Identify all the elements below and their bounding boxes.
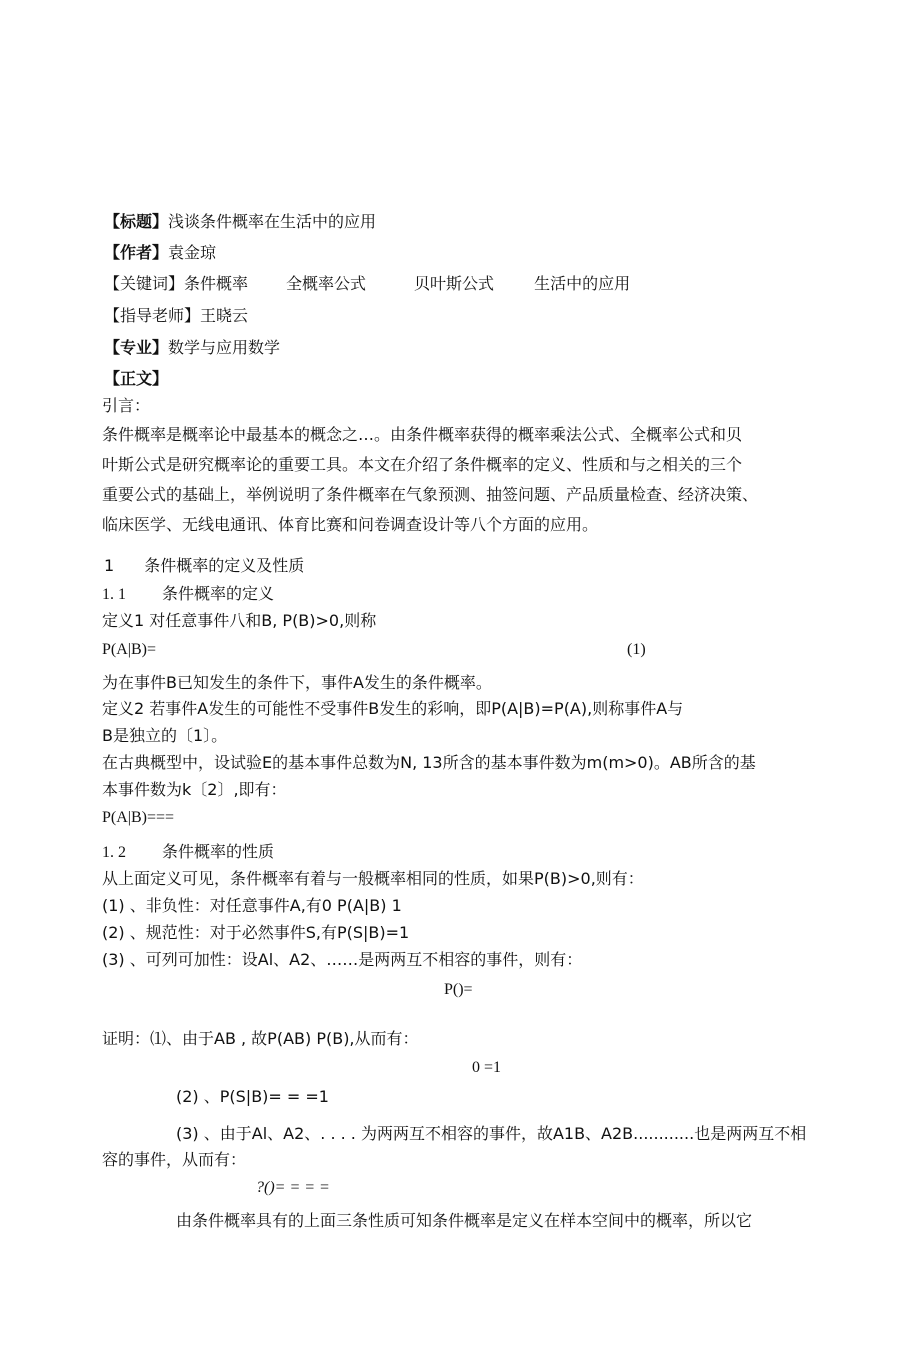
formula-1-tag: (1) — [627, 641, 646, 658]
major-label: 【专业】 — [104, 338, 169, 357]
definition-2-line: 定义2 若事件A发生的可能性不受事件B发生的彩响，即P(A|B)=P(A),则称事件A与 — [102, 699, 684, 718]
subsection-title: 条件概率的性质 — [162, 842, 275, 861]
advisor-name: 王晓云 — [200, 306, 249, 325]
title-label: 【标题】 — [104, 212, 169, 231]
proof-line: (3) 、由于Al、A2、. . . . 为两两互不相容的事件，故A1B、A2B............也是两两互不相 — [176, 1124, 807, 1143]
definition-1: 定义1 对任意事件八和B, P(B)>0,则称 — [102, 611, 377, 630]
paragraph-line: 重要公式的基础上，举例说明了条件概率在气象预测、抽签问题、产品质量检查、经济决策、 — [102, 485, 759, 504]
section-number: 1 — [104, 556, 115, 575]
keywords-label: 【关键词】 — [104, 274, 185, 293]
subsection-title: 条件概率的定义 — [162, 584, 275, 603]
intro-paragraph — [102, 420, 792, 540]
subsection-number: 1. 2 — [102, 844, 126, 861]
proof-line: 证明：⑴、由于AB , 故P(AB) P(B),从而有： — [102, 1029, 419, 1048]
classic-model-line: 本事件数为k〔2〕,即有： — [102, 780, 287, 799]
keyword: 生活中的应用 — [534, 274, 631, 293]
paragraph-line: 条件概率是概率论中最基本的概念之…。由条件概率获得的概率乘法公式、全概率公式和贝 — [102, 425, 743, 444]
document-title: 浅谈条件概率在生活中的应用 — [168, 212, 377, 231]
advisor-row — [104, 306, 248, 326]
advisor-label: 【指导老师】 — [104, 306, 201, 325]
conclusion-line: 由条件概率具有的上面三条性质可知条件概率是定义在样本空间中的概率，所以它 — [176, 1211, 753, 1230]
intro-heading: 引言： — [102, 396, 151, 415]
body-label: 【正文】 — [104, 369, 169, 388]
section-title: 条件概率的定义及性质 — [144, 556, 305, 575]
title-row — [104, 212, 376, 232]
paragraph-line: 临床医学、无线电通讯、体育比赛和问卷调查设计等八个方面的应用。 — [102, 515, 599, 534]
subsection-heading — [102, 842, 274, 863]
keywords-row — [104, 274, 630, 294]
property-item: (1) 、非负性：对任意事件A,有0 P(A|B) 1 — [102, 896, 402, 915]
keyword: 全概率公式 — [286, 274, 367, 293]
property-item: (3) 、可列可加性：设Al、A2、……是两两互不相容的事件，则有： — [102, 950, 583, 969]
definition-2-line: B是独立的〔1〕。 — [102, 726, 228, 745]
property-item: (2) 、规范性：对于必然事件S,有P(S|B)=1 — [102, 923, 410, 942]
proof-line: (2) 、P(S|B)= = =1 — [176, 1087, 329, 1106]
paragraph-line: 叶斯公式是研究概率论的重要工具。本文在介绍了条件概率的定义、性质和与之相关的三个 — [102, 455, 743, 474]
proof-formula: ?()= = = = — [256, 1179, 330, 1196]
classic-model-line: 在古典概型中，设试验E的基本事件总数为N, 13所含的基本事件数为m(m>0)。AB所含的基 — [102, 753, 756, 772]
major-row — [104, 338, 280, 358]
major-name: 数学与应用数学 — [168, 338, 281, 357]
proof-formula: 0 =1 — [472, 1059, 502, 1076]
properties-intro: 从上面定义可见，条件概率有着与一般概率相同的性质，如果P(B)>0,则有： — [102, 869, 644, 888]
section-heading — [104, 556, 304, 576]
subsection-heading — [102, 584, 274, 605]
formula-3: P()= — [444, 981, 473, 998]
formula-2: P(A|B)=== — [102, 809, 175, 826]
proof-line: 容的事件，从而有： — [102, 1150, 247, 1169]
keyword: 条件概率 — [184, 274, 249, 293]
author-label: 【作者】 — [104, 243, 169, 262]
definition-1-explanation: 为在事件B已知发生的条件下，事件A发生的条件概率。 — [102, 673, 492, 692]
formula-1: P(A|B)= — [102, 641, 157, 658]
subsection-number: 1. 1 — [102, 586, 126, 603]
author-row — [104, 243, 216, 263]
author-name: 袁金琼 — [168, 243, 217, 262]
keyword: 贝叶斯公式 — [414, 274, 495, 293]
